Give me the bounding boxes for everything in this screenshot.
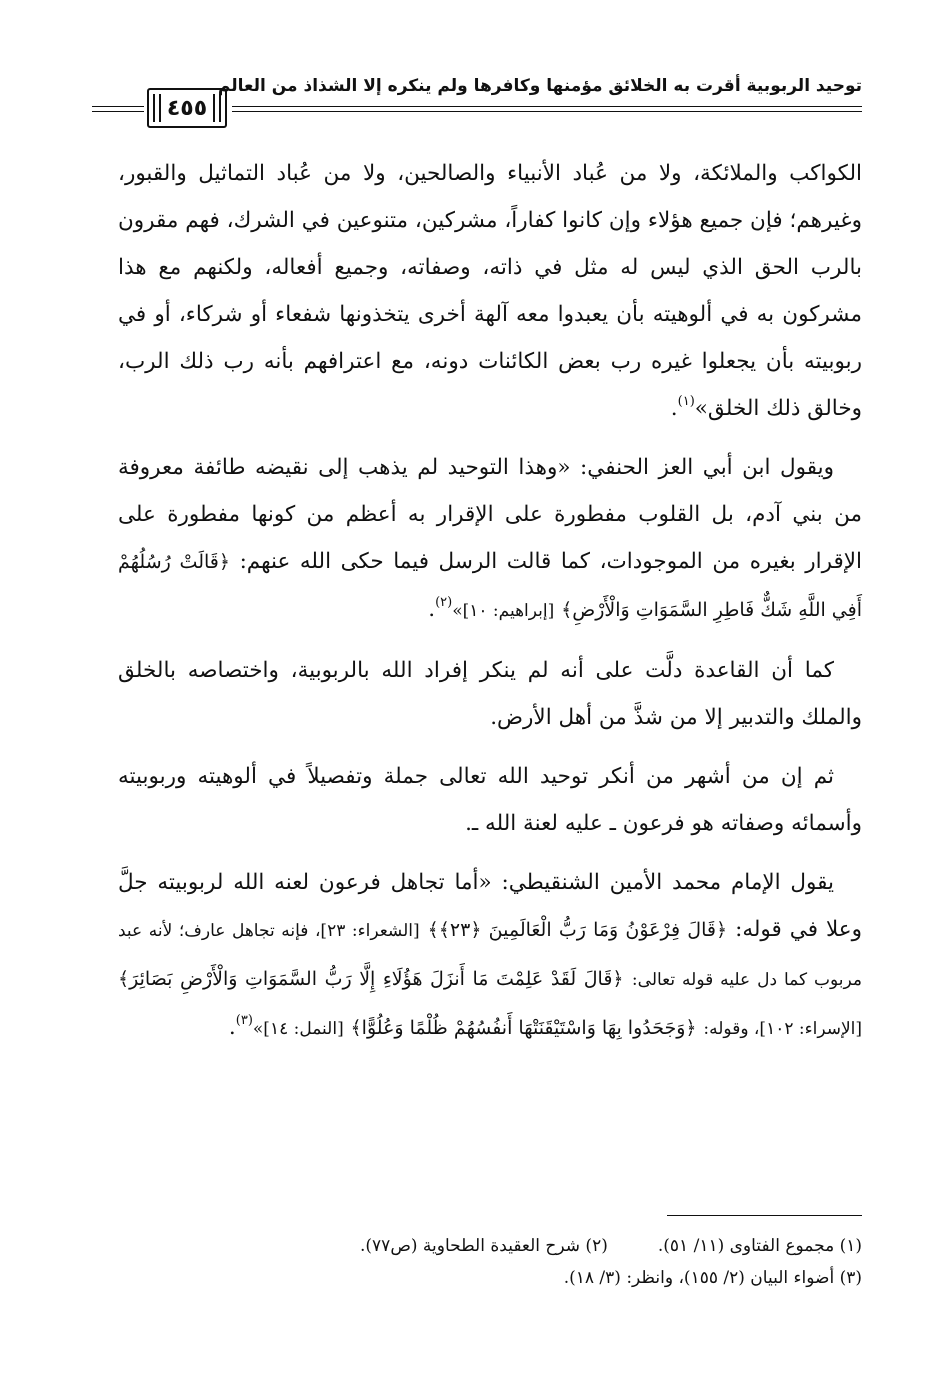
verse-citation: [الشعراء: ٢٣]، فإنه تجاهل عارف؛ لأنه عبد مربوب كما دل عليه قوله تعالى: <box>118 921 862 990</box>
header-rule <box>232 106 862 107</box>
quran-verse: ﴿قَالَ لَقَدْ عَلِمْتَ مَا أَنزَلَ هَؤُلَاءِ إِلَّا رَبُّ السَّمَوَاتِ وَالْأَرْضِ بَصَائِرَ﴾ <box>118 968 624 990</box>
running-header <box>92 70 862 140</box>
running-title: توحيد الربوبية أقرت به الخلائق مؤمنها وكافرها ولم ينكره إلا الشذاذ من العالم <box>217 76 862 96</box>
paragraph-4: ثم إن من أشهر من أنكر توحيد الله تعالى جملة وتفصيلاً في ألوهيته وربوبيته وأسمائه وصفاته هو فرعون ـ عليه لعنة الله ـ. <box>118 764 862 836</box>
footnote-separator <box>667 1215 862 1216</box>
quran-verse: ﴿قَالَتْ رُسُلُهُمْ أَفِي اللَّهِ شَكٌّ فَاطِرِ السَّمَوَاتِ وَالْأَرْضِ﴾ <box>118 551 862 621</box>
quran-verse: ﴿وَجَحَدُوا بِهَا وَاسْتَيْقَنَتْهَا أَنفُسُهُمْ ظُلْمًا وَعُلُوًّا﴾ <box>350 1017 697 1039</box>
footnote-row <box>118 1230 862 1262</box>
header-rule-left <box>92 106 144 107</box>
footnote-row <box>118 1262 862 1294</box>
footnote-ref: (٢) <box>435 595 453 610</box>
footnote-2: (٢) شرح العقيدة الطحاوية (ص٧٧). <box>360 1236 608 1256</box>
header-rule <box>232 111 862 112</box>
quran-verse: ﴿قَالَ فِرْعَوْنُ وَمَا رَبُّ الْعَالَمِينَ ﴿٢٣﴾﴾ <box>427 919 728 941</box>
header-rule-left <box>92 111 144 112</box>
verse-citation: [النمل: ١٤]» <box>252 1019 344 1039</box>
paragraph-text: يقول الإمام محمد الأمين الشنقيطي: «أما تجاهل فرعون لعنه الله لربوبيته جلَّ وعلا في قوله: <box>118 870 862 942</box>
footnote-3: (٣) أضواء البيان (٢/ ١٥٥)، وانظر: (٣/ ١٨). <box>563 1268 862 1288</box>
verse-citation: [إبراهيم: ١٠]» <box>452 601 555 621</box>
paragraph-text: ويقول ابن أبي العز الحنفي: «وهذا التوحيد لم يذهب إلى نقيضه طائفة معروفة من بني آدم، بل القلوب مفطورة على الإقرار به أعظم من كونها مفطورة على الإقرار بغيره من الموجودات، كما قالت الرسل فيما حكى الله عنهم: <box>118 455 863 574</box>
paragraph-2: ويقول ابن أبي العز الحنفي: «وهذا التوحيد لم يذهب إلى نقيضه طائفة معروفة من بني آدم، بل القلوب مفطورة على الإقرار به أعظم من كونها مفطورة على الإقرار بغيره من الموجودات، كما قالت الرسل فيما حكى الله عنهم: ﴿قَالَتْ رُسُلُهُمْ أَفِي اللَّهِ شَكٌّ فَاطِرِ السَّمَوَاتِ وَالْأَرْضِ﴾ [إبراهيم: ١٠]»$^{(٢)}$. <box>118 455 863 622</box>
paragraph-text: الكواكب والملائكة، ولا من عُباد الأنبياء والصالحين، ولا من عُباد التماثيل والقبور، وغيرهم؛ فإن جميع هؤلاء وإن كانوا كفاراً، مشركين، متنوعين في الشرك، فهم مقرون بالرب الحق الذي ليس له مثل في ذاته، وصفاته، وجميع أفعاله، ولكنهم مع هذا مشركون به في ألوهيته بأن يعبدوا معه آلهة أخرى يتخذونها شفعاء أو شركاء، أو في ربوبيته بأن يجعلوا غيره رب بعض الكائنات دونه، مع اعترافهم بأنه رب ذلك الرب، وخالق ذلك الخلق» <box>118 161 862 421</box>
footnote-ref: (٣) <box>235 1013 253 1028</box>
footnotes <box>118 1230 862 1294</box>
main-text <box>118 150 862 1065</box>
verse-citation: [الإسراء: ١٠٢]، وقوله: <box>703 1019 862 1039</box>
page-number-frame <box>147 88 227 128</box>
footnote-ref: (١) <box>677 394 695 409</box>
paragraph-5: يقول الإمام محمد الأمين الشنقيطي: «أما تجاهل فرعون لعنه الله لربوبيته جلَّ وعلا في قوله: ﴿قَالَ فِرْعَوْنُ وَمَا رَبُّ الْعَالَمِينَ ﴿٢٣﴾﴾ [الشعراء: ٢٣]، فإنه تجاهل عارف؛ لأنه عبد مربوب كما دل عليه قوله تعالى: ﴿قَالَ لَقَدْ عَلِمْتَ مَا أَنزَلَ هَؤُلَاءِ إِلَّا رَبُّ السَّمَوَاتِ وَالْأَرْضِ بَصَائِرَ﴾ [الإسراء: ١٠٢]، وقوله: ﴿وَجَحَدُوا بِهَا وَاسْتَيْقَنَتْهَا أَنفُسُهُمْ ظُلْمًا وَعُلُوًّا﴾ [النمل: ١٤]»$^{(٣)}$. <box>118 870 862 1040</box>
paragraph-3: كما أن القاعدة دلَّت على أنه لم ينكر إفراد الله بالربوبية، واختصاصه بالخلق والملك والتدبير إلا من شذَّ من أهل الأرض. <box>118 658 862 730</box>
paragraph-1: الكواكب والملائكة، ولا من عُباد الأنبياء والصالحين، ولا من عُباد التماثيل والقبور، وغيرهم؛ فإن جميع هؤلاء وإن كانوا كفاراً، مشركين، متنوعين في الشرك، فهم مقرون بالرب الحق الذي ليس له مثل في ذاته، وصفاته، وجميع أفعاله، ولكنهم مع هذا مشركون به في ألوهيته بأن يعبدوا معه آلهة أخرى يتخذونها شفعاء أو شركاء، أو في ربوبيته بأن يجعلوا غيره رب بعض الكائنات دونه، مع اعترافهم بأنه رب ذلك الرب، وخالق ذلك الخلق»$^{(١)}$. <box>118 161 862 421</box>
footnote-1: (١) مجموع الفتاوى (١١/ ٥١). <box>657 1236 862 1256</box>
page-number: ٤٥٥ <box>166 95 208 121</box>
